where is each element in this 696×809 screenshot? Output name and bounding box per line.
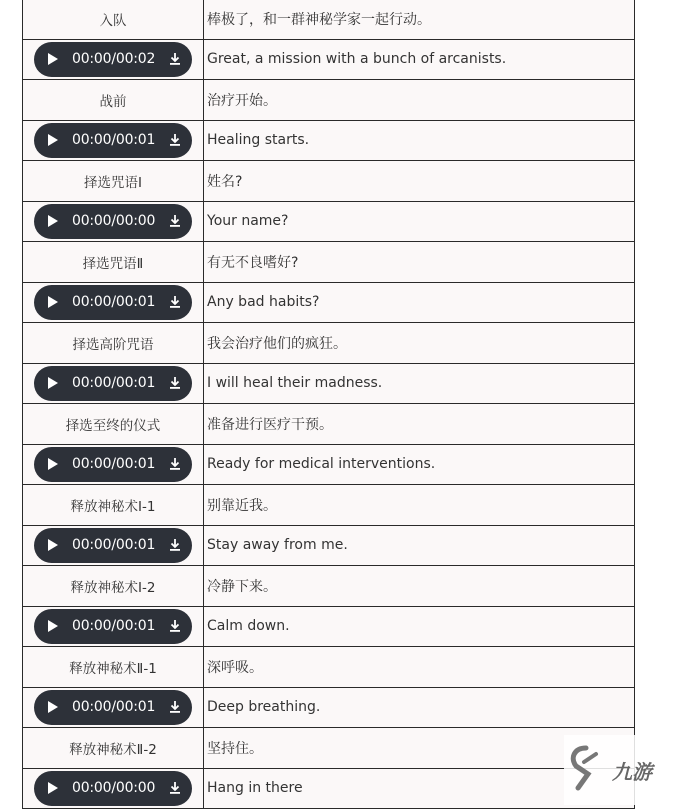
line-text: 有无不良嗜好? (207, 254, 299, 271)
table-row (23, 323, 634, 364)
play-icon[interactable] (48, 620, 58, 632)
table-row (23, 728, 634, 769)
label-cell (23, 0, 204, 39)
table-row (23, 404, 634, 445)
audio-cell (23, 364, 204, 404)
voice-label: 释放神秘术Ⅱ-1 (69, 660, 157, 677)
voice-label: 择选至终的仪式 (65, 417, 161, 434)
download-icon[interactable] (168, 700, 182, 714)
watermark (564, 735, 692, 805)
download-icon[interactable] (168, 457, 182, 471)
line-text: I will heal their madness. (207, 375, 383, 392)
line-text: 棒极了，和一群神秘学家一起行动。 (207, 12, 431, 29)
voice-label: 择选咒语Ⅱ (82, 255, 144, 272)
line-text: Great, a mission with a bunch of arcanists. (207, 51, 507, 68)
play-icon[interactable] (48, 53, 58, 65)
label-cell (23, 242, 204, 282)
audio-time: 00:00/00:00 (72, 780, 156, 797)
voice-label: 释放神秘术Ⅰ-1 (70, 498, 156, 515)
line-text: Ready for medical interventions. (207, 456, 436, 473)
audio-cell (23, 202, 204, 242)
label-cell (23, 323, 204, 363)
download-icon[interactable] (168, 538, 182, 552)
watermark-text: 九游 (612, 759, 652, 784)
play-icon[interactable] (48, 377, 58, 389)
line-text: Healing starts. (207, 132, 310, 149)
table-row (23, 0, 634, 40)
line-text: Calm down. (207, 618, 290, 635)
play-icon[interactable] (48, 215, 58, 227)
audio-cell (23, 688, 204, 728)
voice-label: 释放神秘术Ⅰ-2 (70, 579, 156, 596)
line-text: Stay away from me. (207, 537, 348, 554)
audio-player (34, 447, 192, 482)
audio-cell (23, 526, 204, 566)
download-icon[interactable] (168, 781, 182, 795)
audio-time: 00:00/00:01 (72, 132, 156, 149)
audio-player (34, 609, 192, 644)
audio-time: 00:00/00:01 (72, 294, 156, 311)
play-icon[interactable] (48, 134, 58, 146)
audio-player (34, 204, 192, 239)
voice-label: 入队 (99, 13, 127, 30)
table-row (23, 566, 634, 607)
audio-time: 00:00/00:02 (72, 51, 156, 68)
audio-cell (23, 445, 204, 485)
line-text: 冷静下来。 (207, 578, 277, 595)
label-cell (23, 161, 204, 201)
table-row (23, 607, 634, 648)
line-text: 深呼吸。 (207, 659, 263, 676)
line-text: Any bad habits? (207, 294, 320, 311)
table-row (23, 526, 634, 567)
audio-time: 00:00/00:01 (72, 375, 156, 392)
line-text: Your name? (207, 213, 289, 230)
download-icon[interactable] (168, 376, 182, 390)
audio-player (34, 771, 192, 806)
voice-label: 战前 (99, 93, 127, 110)
download-icon[interactable] (168, 52, 182, 66)
voice-lines-table (22, 0, 635, 809)
label-cell (23, 404, 204, 444)
audio-time: 00:00/00:01 (72, 537, 156, 554)
audio-cell (23, 40, 204, 80)
download-icon[interactable] (168, 214, 182, 228)
label-cell (23, 485, 204, 525)
table-row (23, 364, 634, 405)
audio-cell (23, 607, 204, 647)
audio-time: 00:00/00:01 (72, 618, 156, 635)
table-row (23, 202, 634, 243)
voice-label: 择选咒语Ⅰ (84, 174, 142, 191)
play-icon[interactable] (48, 701, 58, 713)
download-icon[interactable] (168, 619, 182, 633)
label-cell (23, 647, 204, 687)
audio-player (34, 690, 192, 725)
table-row (23, 769, 634, 809)
line-text: 姓名? (207, 173, 243, 190)
voice-label: 择选高阶咒语 (72, 336, 154, 353)
table-row (23, 485, 634, 526)
download-icon[interactable] (168, 295, 182, 309)
table-row (23, 647, 634, 688)
line-text: 别靠近我。 (207, 497, 277, 514)
audio-time: 00:00/00:01 (72, 699, 156, 716)
audio-player (34, 366, 192, 401)
audio-player (34, 528, 192, 563)
play-icon[interactable] (48, 458, 58, 470)
table-row (23, 121, 634, 162)
table-row (23, 283, 634, 324)
table-row (23, 688, 634, 729)
table-row (23, 80, 634, 121)
line-text: 治疗开始。 (207, 92, 277, 109)
table-row (23, 242, 634, 283)
audio-cell (23, 121, 204, 161)
line-text: 我会治疗他们的疯狂。 (207, 335, 347, 352)
label-cell (23, 566, 204, 606)
audio-player (34, 123, 192, 158)
table-row (23, 161, 634, 202)
audio-time: 00:00/00:00 (72, 213, 156, 230)
audio-player (34, 42, 192, 77)
play-icon[interactable] (48, 539, 58, 551)
play-icon[interactable] (48, 296, 58, 308)
play-icon[interactable] (48, 782, 58, 794)
label-cell (23, 80, 204, 120)
audio-time: 00:00/00:01 (72, 456, 156, 473)
table-row (23, 445, 634, 486)
watermark-logo-icon (564, 742, 608, 798)
audio-cell (23, 769, 204, 809)
line-text: Hang in there (207, 780, 303, 797)
line-text: 坚持住。 (207, 740, 263, 757)
audio-player (34, 285, 192, 320)
line-text: Deep breathing. (207, 699, 321, 716)
voice-label: 释放神秘术Ⅱ-2 (69, 741, 157, 758)
table-row (23, 40, 634, 81)
download-icon[interactable] (168, 133, 182, 147)
audio-cell (23, 283, 204, 323)
label-cell (23, 728, 204, 768)
line-text: 准备进行医疗干预。 (207, 416, 333, 433)
